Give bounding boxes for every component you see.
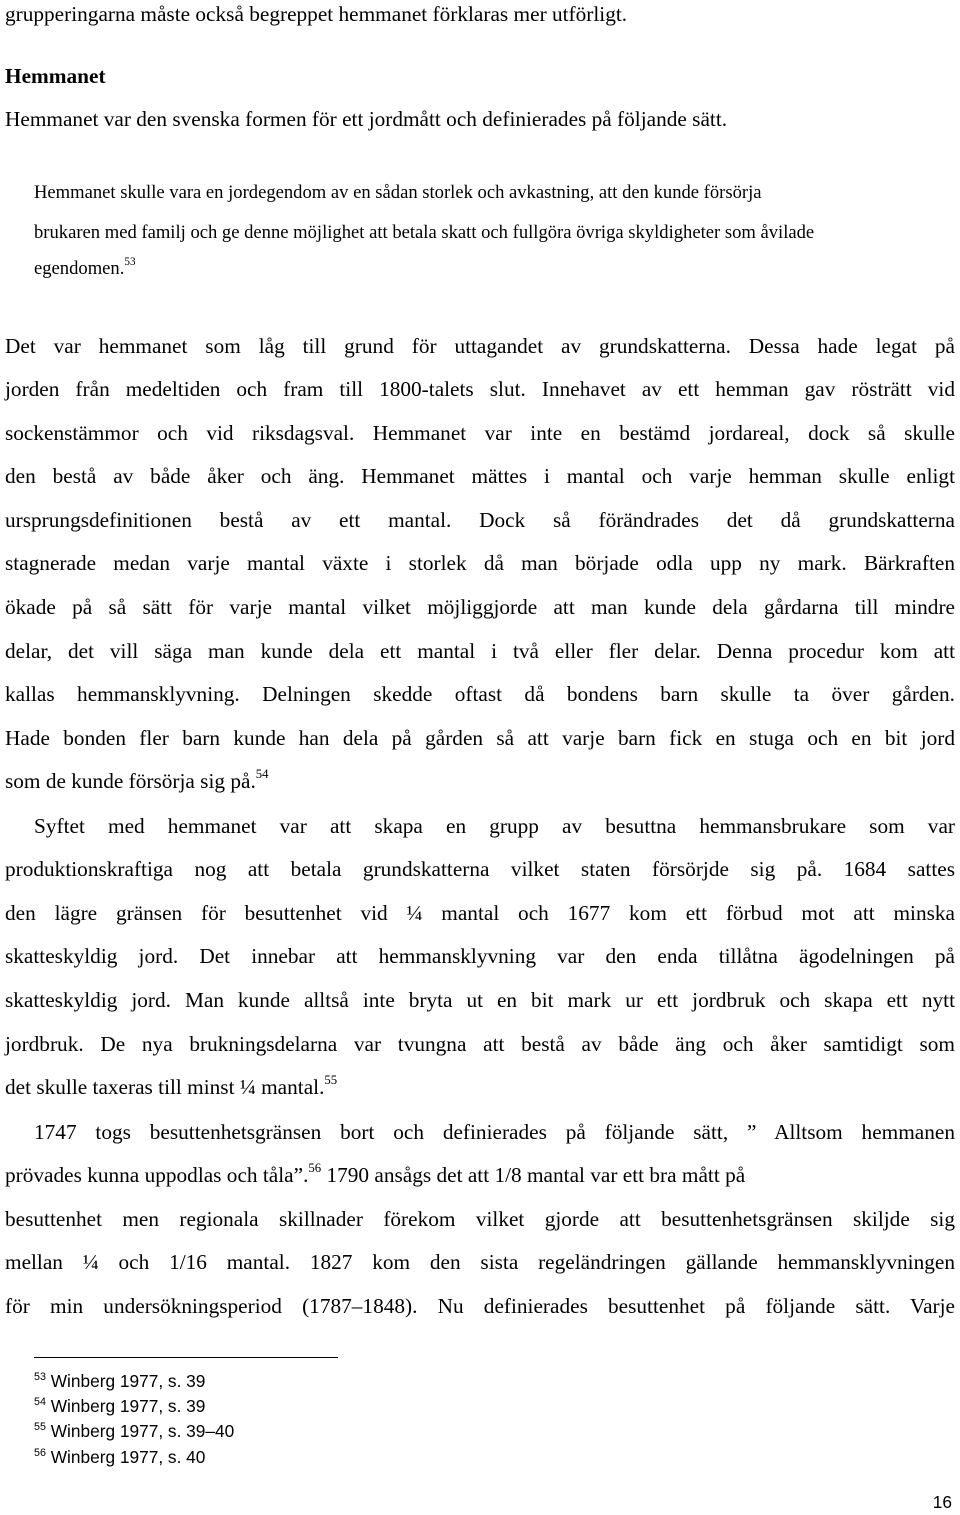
- text-line: skatteskyldig jord. Man kunde alltså inte bryta ut en bit mark ur ett jordbruk och skapa ett nytt: [5, 988, 955, 1012]
- page-number: 16: [932, 1492, 952, 1512]
- quote-line: Hemmanet skulle vara en jordegendom av en sådan storlek och avkastning, att den kunde försörja: [34, 182, 762, 203]
- text-line: ursprungsdefinitionen bestå av ett mantal. Dock så förändrades det då grundskatterna: [5, 508, 955, 532]
- footnote-text: Winberg 1977, s. 39: [45, 1371, 206, 1391]
- footnote-number: 54: [34, 1395, 46, 1408]
- text-line: skatteskyldig jord. Det innebar att hemmansklyvning var den enda tillåtna ägodelningen på: [5, 944, 955, 968]
- footnote-number: 53: [34, 1370, 46, 1383]
- text-line: Syftet med hemmanet var att skapa en grupp av besuttna hemmansbrukare som var: [34, 814, 955, 838]
- quote-line: [34, 256, 136, 279]
- text-fragment: 1790 ansågs det att 1/8 mantal var ett bra mått på: [321, 1163, 746, 1187]
- footnote-ref: 56: [308, 1161, 322, 1175]
- text-line: ökade på så sätt för varje mantal vilket möjliggjorde att man kunde dela gårdarna till mindre: [5, 595, 955, 619]
- text-line: Hemmanet var den svenska formen för ett jordmått och definierades på följande sätt.: [5, 107, 728, 131]
- text-line: 1747 togs besuttenhetsgränsen bort och definierades på följande sätt, ” Alltsom hemmanen: [34, 1120, 955, 1144]
- text-line: jordbruk. De nya brukningsdelarna var tvungna att bestå av både äng och åker samtidigt som: [5, 1032, 955, 1056]
- text-line: [5, 1073, 338, 1099]
- text-line: besuttenhet men regionala skillnader förekom vilket gjorde att besuttenhetsgränsen skiljde sig: [5, 1207, 955, 1231]
- footnote-number: 55: [34, 1420, 46, 1433]
- text-fragment: prövades kunna uppodlas och tåla”.: [5, 1163, 309, 1187]
- text-line: stagnerade medan varje mantal växte i storlek då man började odla upp ny mark. Bärkraften: [5, 551, 955, 575]
- footnote-text: Winberg 1977, s. 39: [45, 1396, 206, 1416]
- text-fragment: som de kunde försörja sig på.: [5, 769, 256, 793]
- footnote: [34, 1446, 206, 1467]
- text-line: Det var hemmanet som låg till grund för uttagandet av grundskatterna. Dessa hade legat på: [5, 334, 955, 358]
- footnote-number: 56: [34, 1446, 46, 1459]
- footnote: [34, 1395, 206, 1416]
- footnote-ref: 53: [124, 256, 136, 269]
- text-line: den bestå av både åker och äng. Hemmanet mättes i mantal och varje hemman skulle enligt: [5, 464, 955, 488]
- text-line: jorden från medeltiden och fram till 1800-talets slut. Innehavet av ett hemman gav rösträtt vid: [5, 377, 955, 401]
- text-fragment: det skulle taxeras till minst ¼ mantal.: [5, 1075, 325, 1099]
- quote-text: egendomen.: [34, 258, 125, 279]
- section-heading: Hemmanet: [5, 64, 106, 88]
- text-line: delar, det vill säga man kunde dela ett mantal i två eller fler delar. Denna procedur kom att: [5, 639, 955, 663]
- text-line: [5, 767, 269, 793]
- text-line: [5, 1161, 746, 1187]
- text-line: grupperingarna måste också begreppet hemmanet förklaras mer utförligt.: [5, 2, 628, 26]
- footnote: [34, 1420, 235, 1441]
- footnote: [34, 1370, 206, 1391]
- text-line: för min undersökningsperiod (1787–1848). Nu definierades besuttenhet på följande sätt. Varje: [5, 1294, 955, 1318]
- footnote-text: Winberg 1977, s. 39–40: [45, 1421, 235, 1441]
- text-line: produktionskraftiga nog att betala grundskatterna vilket staten försörjde sig på. 1684 sattes: [5, 857, 955, 881]
- text-line: den lägre gränsen för besuttenhet vid ¼ mantal och 1677 kom ett förbud mot att minska: [5, 901, 955, 925]
- quote-line: brukaren med familj och ge denne möjlighet att betala skatt och fullgöra övriga skyldigheter som åvilade: [34, 222, 815, 243]
- text-line: Hade bonden fler barn kunde han dela på gården så att varje barn fick en stuga och en bit jord: [5, 726, 955, 750]
- footnote-separator: [34, 1357, 338, 1358]
- footnote-ref: 54: [255, 767, 269, 781]
- text-line: kallas hemmansklyvning. Delningen skedde oftast då bondens barn skulle ta över gården.: [5, 682, 955, 706]
- text-line: sockenstämmor och vid riksdagsval. Hemmanet var inte en bestämd jordareal, dock så skulle: [5, 421, 955, 445]
- footnote-ref: 55: [324, 1073, 338, 1087]
- text-line: mellan ¼ och 1/16 mantal. 1827 kom den sista regeländringen gällande hemmansklyvningen: [5, 1250, 955, 1274]
- footnote-text: Winberg 1977, s. 40: [45, 1447, 206, 1467]
